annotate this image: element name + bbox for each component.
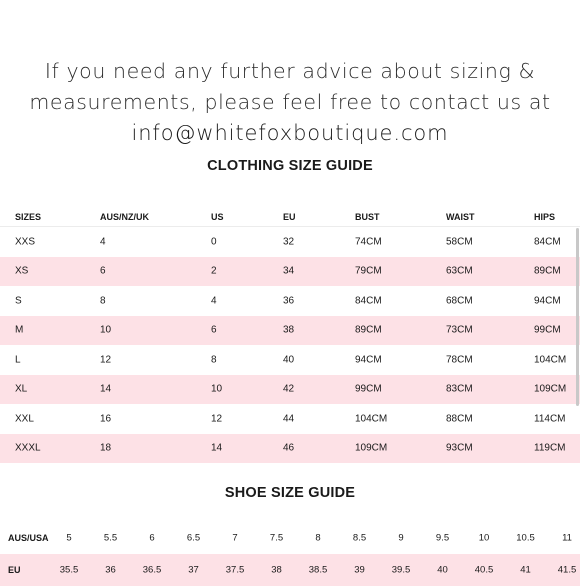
- table-cell: 68CM: [446, 295, 473, 307]
- column-header: WAIST: [446, 212, 475, 222]
- contact-email[interactable]: info@whitefoxboutique.com: [131, 121, 449, 145]
- column-header: HIPS: [534, 212, 556, 222]
- shoe-size-cell: 37.5: [225, 564, 245, 576]
- table-header-row: [0, 202, 580, 227]
- table-cell: 99CM: [355, 383, 382, 395]
- table-cell: 89CM: [534, 265, 561, 277]
- table-cell: 104CM: [355, 413, 388, 425]
- table-row: [0, 345, 580, 375]
- table-cell: 12: [100, 354, 112, 366]
- table-cell: M: [15, 324, 24, 336]
- table-cell: S: [15, 295, 22, 307]
- table-cell: 104CM: [534, 354, 567, 366]
- shoe-row-label: EU: [8, 565, 21, 575]
- column-header: EU: [283, 212, 296, 222]
- shoe-size-cell: 36: [105, 564, 116, 576]
- shoe-size-cell: 8: [315, 532, 321, 543]
- table-cell: XL: [15, 383, 28, 395]
- table-cell: 94CM: [534, 295, 561, 307]
- table-cell: XXXL: [15, 442, 41, 454]
- table-cell: 58CM: [446, 236, 473, 248]
- table-cell: 16: [100, 413, 112, 425]
- table-cell: 34: [283, 265, 295, 277]
- shoe-size-cell: 7: [232, 532, 238, 543]
- table-cell: 78CM: [446, 354, 473, 366]
- table-cell: 18: [100, 442, 112, 454]
- table-cell: 99CM: [534, 324, 561, 336]
- table-cell: 109CM: [534, 383, 567, 395]
- table-cell: 44: [283, 413, 295, 425]
- shoe-size-cell: 10.5: [516, 532, 535, 543]
- column-header: AUS/NZ/UK: [100, 212, 149, 222]
- table-cell: 119CM: [534, 442, 566, 454]
- clothing-size-guide-title: CLOTHING SIZE GUIDE: [207, 158, 373, 174]
- table-cell: 88CM: [446, 413, 473, 425]
- shoe-size-cell: 37: [188, 564, 199, 576]
- shoe-size-cell: 5: [66, 532, 72, 543]
- table-row: [0, 316, 580, 346]
- table-cell: 89CM: [355, 324, 382, 336]
- table-cell: 36: [283, 295, 295, 307]
- table-cell: 10: [211, 383, 223, 395]
- table-cell: 40: [283, 354, 295, 366]
- shoe-size-cell: 9: [398, 532, 404, 543]
- clothing-size-table: [0, 202, 580, 463]
- table-cell: 42: [283, 383, 295, 395]
- column-header: US: [211, 212, 224, 222]
- shoe-size-guide-title: SHOE SIZE GUIDE: [224, 485, 356, 501]
- table-cell: 94CM: [355, 354, 382, 366]
- table-row: [0, 375, 580, 405]
- shoe-row-label: AUS/USA: [8, 532, 49, 543]
- table-cell: XS: [15, 265, 29, 277]
- shoe-size-cell: 40: [437, 564, 448, 576]
- intro-line-2: measurements, please feel free to contact us at: [29, 90, 551, 114]
- table-cell: 84CM: [355, 295, 382, 307]
- shoe-size-cell: 41: [520, 564, 531, 576]
- table-cell: 74CM: [355, 236, 382, 248]
- table-cell: 14: [100, 383, 112, 395]
- shoe-size-cell: 9.5: [435, 532, 450, 543]
- table-scrollbar[interactable]: [576, 228, 579, 406]
- shoe-size-cell: 35.5: [59, 564, 79, 576]
- table-cell: 79CM: [355, 265, 382, 277]
- table-cell: 84CM: [534, 236, 561, 248]
- table-row: [0, 227, 580, 257]
- table-cell: L: [15, 354, 21, 366]
- shoe-size-cell: 10: [478, 532, 490, 543]
- shoe-size-table: [0, 527, 580, 586]
- table-cell: 32: [283, 236, 295, 248]
- table-cell: 10: [100, 324, 112, 336]
- table-cell: 83CM: [446, 383, 473, 395]
- table-cell: 46: [283, 442, 295, 454]
- table-cell: 8: [211, 354, 217, 366]
- shoe-size-cell: 11: [562, 532, 572, 543]
- shoe-size-cell: 6.5: [186, 532, 201, 543]
- shoe-size-cell: 5.5: [103, 532, 118, 543]
- table-cell: 8: [100, 295, 106, 307]
- intro-line-1: If you need any further advice about sizing &: [44, 59, 536, 83]
- table-row: [0, 286, 580, 316]
- shoe-size-cell: 40.5: [474, 564, 494, 576]
- shoe-size-cell: 38.5: [308, 564, 328, 576]
- table-cell: 114CM: [534, 413, 566, 425]
- shoe-size-cell: 7.5: [269, 532, 284, 543]
- column-header: SIZES: [15, 212, 42, 222]
- shoe-size-cell: 38: [271, 564, 282, 576]
- shoe-size-cell: 6: [149, 532, 155, 543]
- shoe-table-row: [0, 554, 580, 586]
- table-cell: 73CM: [446, 324, 473, 336]
- table-cell: 4: [211, 295, 217, 307]
- table-cell: 0: [211, 236, 217, 248]
- shoe-size-cell: 36.5: [142, 564, 162, 576]
- shoe-size-cell: 39.5: [391, 564, 411, 576]
- table-cell: XXL: [15, 413, 34, 425]
- table-cell: 6: [100, 265, 106, 277]
- shoe-size-cell: 39: [354, 564, 365, 576]
- table-row: [0, 404, 580, 434]
- table-cell: 14: [211, 442, 223, 454]
- shoe-table-row: [0, 527, 580, 548]
- shoe-size-cell: 41.5: [557, 564, 577, 576]
- table-cell: 63CM: [446, 265, 473, 277]
- column-header: BUST: [355, 212, 380, 222]
- table-cell: 38: [283, 324, 295, 336]
- table-row: [0, 434, 580, 464]
- contact-intro: [0, 56, 580, 149]
- table-cell: 93CM: [446, 442, 473, 454]
- table-cell: 2: [211, 265, 217, 277]
- table-cell: 6: [211, 324, 217, 336]
- table-cell: 12: [211, 413, 223, 425]
- shoe-size-cell: 8.5: [352, 532, 367, 543]
- table-cell: 4: [100, 236, 106, 248]
- table-cell: XXS: [15, 236, 36, 248]
- table-row: [0, 257, 580, 287]
- table-cell: 109CM: [355, 442, 388, 454]
